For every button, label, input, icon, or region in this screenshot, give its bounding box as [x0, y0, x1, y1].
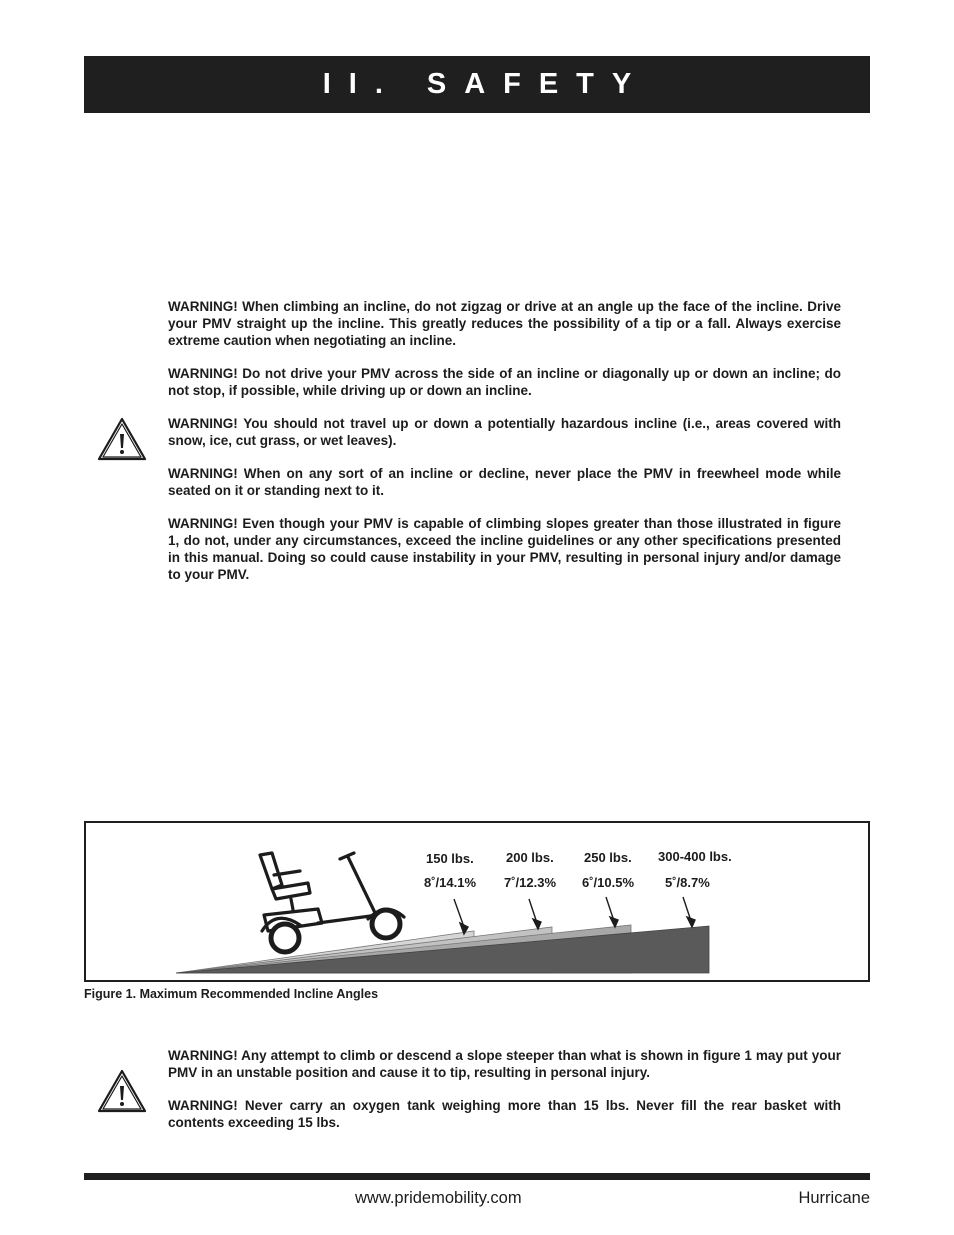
- arrow-icons: [454, 897, 695, 934]
- weight-label: 300-400 lbs.: [658, 849, 732, 864]
- warning-triangle-icon: [97, 417, 147, 461]
- angle-label: 5˚/8.7%: [665, 875, 710, 890]
- figure-caption: Figure 1. Maximum Recommended Incline Angles: [84, 987, 379, 1001]
- warning-text: WARNING! Even though your PMV is capable of climbing slopes greater than those illustrated in figure 1, do not, under any circumstances, exceed the incline guidelines or any other specifications presented in this manual. Doing so could cause instability in your PMV, resulting in personal injury and/or damage to your PMV.: [168, 516, 841, 582]
- incline-figure: [84, 821, 870, 982]
- warning-text: WARNING! When climbing an incline, do not zigzag or drive at an angle up the face of the incline. Drive your PMV straight up the incline. This greatly reduces the possibility of a tip or a fall. Always exercise extreme caution when negotiating an incline.: [168, 299, 841, 348]
- warning-text: WARNING! Any attempt to climb or descend a slope steeper than what is shown in figure 1 may put your PMV in an unstable position and cause it to tip, resulting in personal injury.: [168, 1048, 841, 1080]
- angle-label: 7˚/12.3%: [504, 875, 557, 890]
- warning-text: WARNING! You should not travel up or down a potentially hazardous incline (i.e., areas covered with snow, ice, cut grass, or wet leaves).: [168, 416, 841, 448]
- warning-triangle-icon: [97, 1069, 147, 1113]
- weight-label: 250 lbs.: [584, 850, 632, 865]
- incline-diagram: [86, 823, 868, 980]
- angle-label: 8˚/14.1%: [424, 875, 477, 890]
- warning-text: WARNING! When on any sort of an incline or decline, never place the PMV in freewheel mode while seated on it or standing next to it.: [168, 466, 841, 498]
- warnings-bottom: [168, 1047, 841, 1147]
- weight-label: 200 lbs.: [506, 850, 554, 865]
- warning-text: WARNING! Do not drive your PMV across the side of an incline or diagonally up or down an incline; do not stop, if possible, while driving up or down an incline.: [168, 366, 841, 398]
- warning-text: WARNING! Never carry an oxygen tank weighing more than 15 lbs. Never fill the rear basket with contents exceeding 15 lbs.: [168, 1098, 841, 1130]
- section-title: II. SAFETY: [322, 68, 650, 100]
- footer-divider: [84, 1173, 870, 1180]
- section-header: [84, 56, 870, 113]
- angle-label: 6˚/10.5%: [582, 875, 635, 890]
- warnings-top: [168, 298, 841, 599]
- footer-model-name: Hurricane: [798, 1189, 870, 1207]
- footer-url: www.pridemobility.com: [355, 1189, 522, 1207]
- ramp-300-400: [176, 926, 709, 973]
- weight-label: 150 lbs.: [426, 851, 474, 866]
